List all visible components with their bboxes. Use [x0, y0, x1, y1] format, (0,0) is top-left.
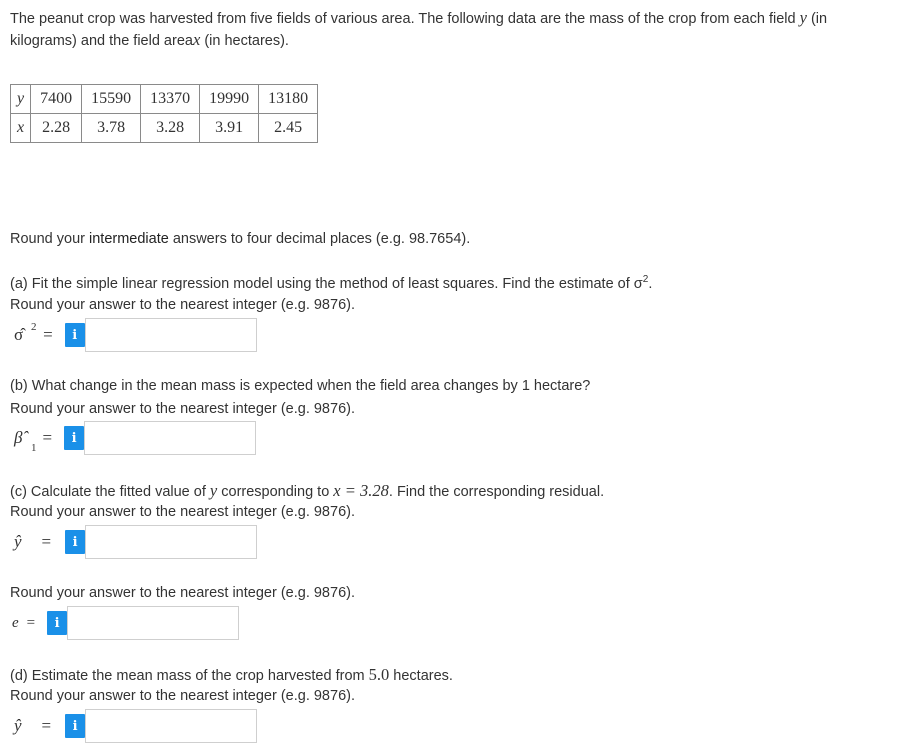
beta-hat-char: β̂	[14, 428, 23, 447]
part-a-answer-row	[10, 317, 257, 353]
beta-hat-sub: 1	[31, 442, 37, 454]
table-cell: 3.28	[141, 114, 200, 143]
part-c-q-end: . Find the corresponding residual.	[388, 484, 605, 500]
intro-text: The peanut crop was harvested from five fields of various area. The following data are the mass of the crop from each field	[10, 11, 796, 27]
rounding-highlight: intermediate	[89, 231, 169, 247]
table-cell: 19990	[200, 85, 259, 114]
part-a-instruction: Round your answer to the nearest integer (e.g. 9876).	[10, 297, 355, 313]
part-d-answer-row	[10, 708, 257, 744]
table-cell: 3.78	[82, 114, 141, 143]
part-c-instruction: Round your answer to the nearest integer (e.g. 9876).	[10, 504, 355, 520]
info-icon[interactable]: i	[65, 323, 85, 347]
table-cell: 13370	[141, 85, 200, 114]
table-cell: 3.91	[200, 114, 259, 143]
rounding-note	[10, 231, 470, 247]
problem-intro-line2	[10, 30, 289, 50]
part-c-q-start: (c) Calculate the fitted value of	[10, 484, 206, 500]
part-c-q-var-y: y	[209, 481, 218, 500]
part-b-instruction: Round your answer to the nearest integer (e.g. 9876).	[10, 401, 355, 417]
table-cell: 2.45	[259, 114, 318, 143]
beta-hat-symbol	[14, 428, 37, 454]
problem-intro-line1	[10, 8, 827, 28]
equals-sign: =	[43, 325, 53, 344]
part-b-answer-row	[10, 420, 256, 456]
sigma-hat-sup: 2	[31, 321, 37, 333]
equals-sign: =	[26, 614, 36, 631]
rounding-suffix: answers to four decimal places (e.g. 98.7654).	[172, 231, 471, 247]
sigma-hat-symbol	[14, 321, 37, 345]
data-table	[10, 84, 318, 143]
intro-text2-end: (in hectares).	[204, 33, 289, 49]
mean-mass-answer-input[interactable]	[85, 709, 257, 743]
info-icon[interactable]: i	[65, 714, 85, 738]
part-a-question	[10, 274, 652, 292]
equals-sign: =	[41, 716, 52, 735]
equals-sign: =	[41, 532, 52, 551]
part-a-question-sup: 2	[642, 274, 649, 285]
info-icon[interactable]: i	[65, 530, 85, 554]
part-a-question-text: (a) Fit the simple linear regression model using the method of least squares. Find the estimate of σ	[10, 275, 643, 292]
fitted-value-answer-input[interactable]	[85, 525, 257, 559]
table-cell: x	[11, 114, 31, 143]
table-cell: 2.28	[31, 114, 82, 143]
info-icon[interactable]: i	[64, 426, 84, 450]
table-row-x	[11, 114, 318, 143]
sigma-hat-char: σ̂	[14, 325, 24, 344]
part-c-question	[10, 481, 604, 501]
part-d-q-num: 5.0	[368, 665, 390, 684]
residual-answer-input[interactable]	[67, 606, 239, 640]
beta1-answer-input[interactable]	[84, 421, 256, 455]
part-d-q-end: hectares.	[393, 668, 453, 684]
table-cell: 15590	[82, 85, 141, 114]
part-d-question	[10, 665, 453, 685]
table-cell: y	[11, 85, 31, 114]
table-cell: 13180	[259, 85, 318, 114]
intro-text-end: (in	[810, 11, 828, 27]
info-icon[interactable]: i	[47, 611, 67, 635]
intro-var-y: y	[799, 8, 807, 27]
table-row-y	[11, 85, 318, 114]
y-hat-symbol: ŷ	[14, 532, 22, 551]
sigma-squared-answer-input[interactable]	[85, 318, 257, 352]
part-c-q-mid: corresponding to	[221, 484, 330, 500]
table-cell: 7400	[31, 85, 82, 114]
part-d-q-start: (d) Estimate the mean mass of the crop harvested from	[10, 668, 365, 684]
part-d-instruction: Round your answer to the nearest integer (e.g. 9876).	[10, 688, 355, 704]
y-hat-symbol: ŷ	[14, 716, 22, 735]
part-b-question: (b) What change in the mean mass is expected when the field area changes by 1 hectare?	[10, 378, 591, 394]
residual-symbol: e	[12, 614, 19, 631]
intro-var-x: x	[192, 30, 201, 49]
part-c-yhat-answer-row	[10, 524, 257, 560]
part-c-q-eq: x = 3.28	[333, 481, 389, 500]
part-a-question-end: .	[648, 275, 653, 292]
intro-text2: kilograms) and the field area	[10, 33, 193, 49]
part-c-instruction2: Round your answer to the nearest integer (e.g. 9876).	[10, 585, 355, 601]
equals-sign: =	[42, 428, 53, 447]
part-c-residual-answer-row	[10, 605, 239, 641]
rounding-prefix: Round your	[10, 231, 85, 247]
